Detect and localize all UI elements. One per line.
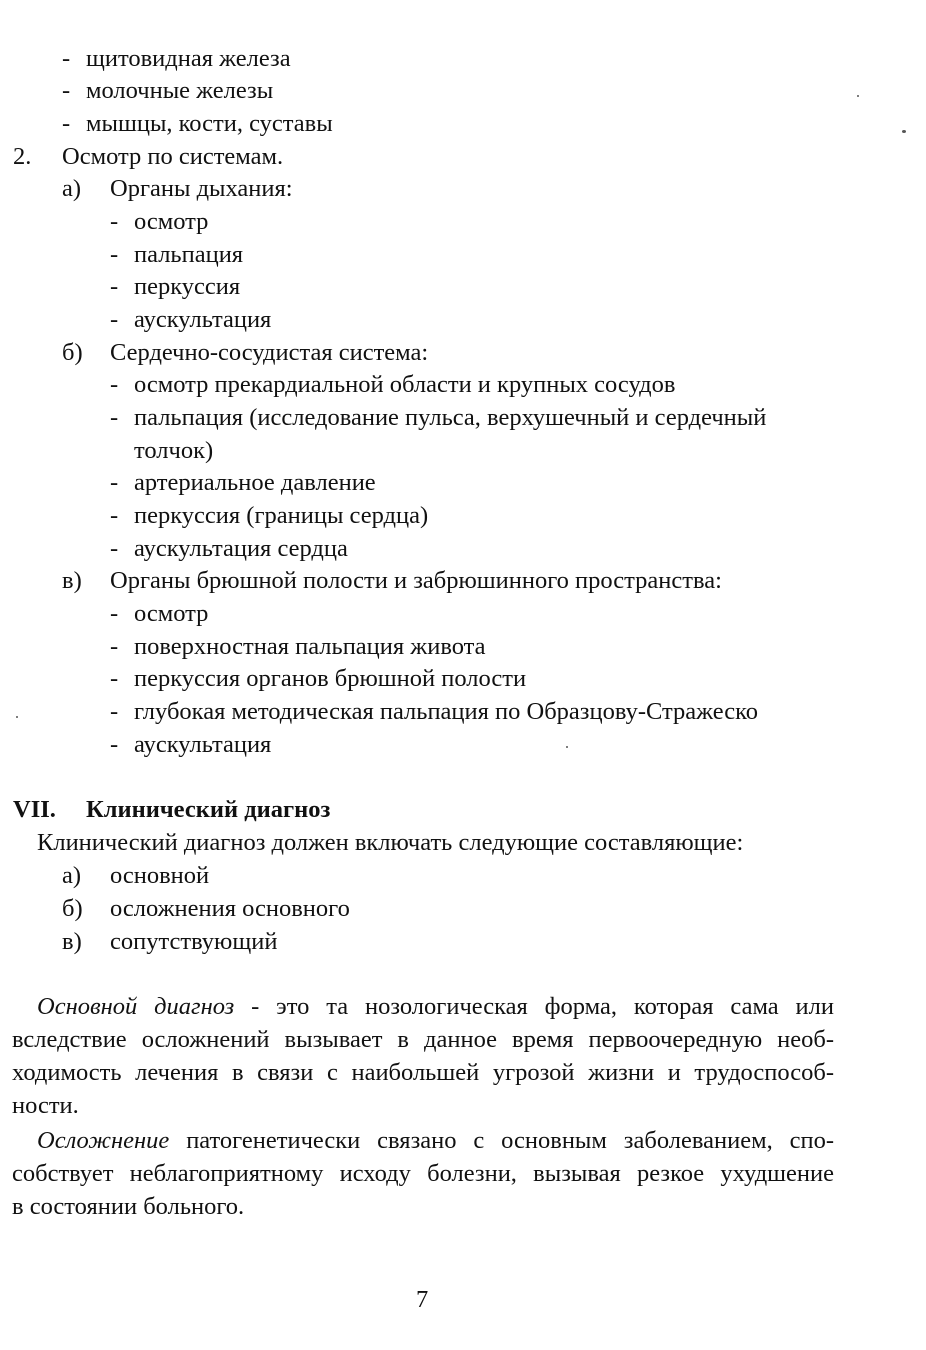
- list-item: пальпация (исследование пульса, верхушечный и сердечный: [134, 404, 767, 431]
- subsection-marker: б): [62, 339, 83, 366]
- subsection-marker: в): [62, 567, 82, 594]
- section-number: 2.: [13, 143, 32, 170]
- scan-speck: [857, 95, 859, 97]
- subsection-title: Органы дыхания:: [110, 175, 293, 202]
- term-italic: Основной диагноз: [37, 993, 235, 1020]
- paragraph-line: ности.: [12, 1092, 79, 1119]
- list-dash: -: [110, 273, 119, 300]
- list-dash: -: [110, 241, 119, 268]
- list-dash: -: [110, 633, 119, 660]
- list-item: пальпация: [134, 241, 244, 268]
- list-item: аускультация сердца: [134, 535, 348, 562]
- paragraph-line: [37, 1125, 834, 1158]
- list-item: осмотр: [134, 600, 209, 627]
- list-item: артериальное давление: [134, 469, 376, 496]
- list-marker: а): [62, 862, 82, 889]
- paragraph-line: ходимость лечения в связи с наибольшей угрозой жизни и трудоспособ-: [12, 1059, 834, 1086]
- paragraph-line: собствует неблагоприятному исходу болезни, вызывая резкое ухудшение: [12, 1160, 834, 1187]
- list-item: поверхностная пальпация живота: [134, 633, 486, 660]
- scan-speck: [902, 130, 906, 133]
- list-dash: -: [110, 306, 119, 333]
- list-dash: -: [110, 698, 119, 725]
- subsection-title: Органы брюшной полости и забрюшинного пространства:: [110, 567, 722, 594]
- section-title: Клинический диагноз: [86, 796, 331, 823]
- list-item: перкуссия органов брюшной полости: [134, 665, 527, 692]
- term-italic: Осложнение: [37, 1127, 170, 1154]
- section-number: VII.: [13, 796, 56, 823]
- list-item: осложнения основного: [110, 895, 350, 922]
- section-intro: Клинический диагноз должен включать следующие составляющие:: [37, 829, 744, 856]
- section-title: Осмотр по системам.: [62, 143, 284, 170]
- paragraph-text: - это та нозологическая форма, которая сама или: [234, 993, 834, 1020]
- list-marker: в): [62, 928, 82, 955]
- subsection-title: Сердечно-сосудистая система:: [110, 339, 429, 366]
- list-item: глубокая методическая пальпация по Образцову-Стражеско: [134, 698, 759, 725]
- paragraph-text: патогенетически связано с основным заболеванием, спо-: [169, 1127, 834, 1154]
- list-item: мышцы, кости, суставы: [86, 110, 333, 137]
- list-dash: -: [110, 665, 119, 692]
- list-marker: б): [62, 895, 83, 922]
- paragraph-line: в состоянии больного.: [12, 1193, 245, 1220]
- list-dash: -: [110, 371, 119, 398]
- list-dash: -: [110, 502, 119, 529]
- list-item: аускультация: [134, 731, 272, 758]
- list-dash: -: [110, 731, 119, 758]
- scan-speck: [566, 746, 568, 748]
- list-item: осмотр: [134, 208, 209, 235]
- list-dash: -: [62, 77, 71, 104]
- list-dash: -: [62, 110, 71, 137]
- list-dash: -: [110, 404, 119, 431]
- subsection-marker: а): [62, 175, 82, 202]
- list-item: перкуссия: [134, 273, 241, 300]
- list-dash: -: [110, 600, 119, 627]
- list-item: аускультация: [134, 306, 272, 333]
- list-item: молочные железы: [86, 77, 274, 104]
- list-dash: -: [110, 208, 119, 235]
- list-item: сопутствующий: [110, 928, 278, 955]
- list-item: щитовидная железа: [86, 45, 291, 72]
- list-dash: -: [110, 469, 119, 496]
- scan-speck: [16, 716, 18, 718]
- list-item: перкуссия (границы сердца): [134, 502, 429, 529]
- paragraph-line: [37, 991, 834, 1024]
- list-item: основной: [110, 862, 210, 889]
- page-number: 7: [416, 1286, 429, 1313]
- list-item-continuation: толчок): [134, 437, 214, 464]
- list-dash: -: [110, 535, 119, 562]
- list-dash: -: [62, 45, 71, 72]
- list-item: осмотр прекардиальной области и крупных сосудов: [134, 371, 676, 398]
- paragraph-line: вследствие осложнений вызывает в данное время первоочередную необ-: [12, 1026, 834, 1053]
